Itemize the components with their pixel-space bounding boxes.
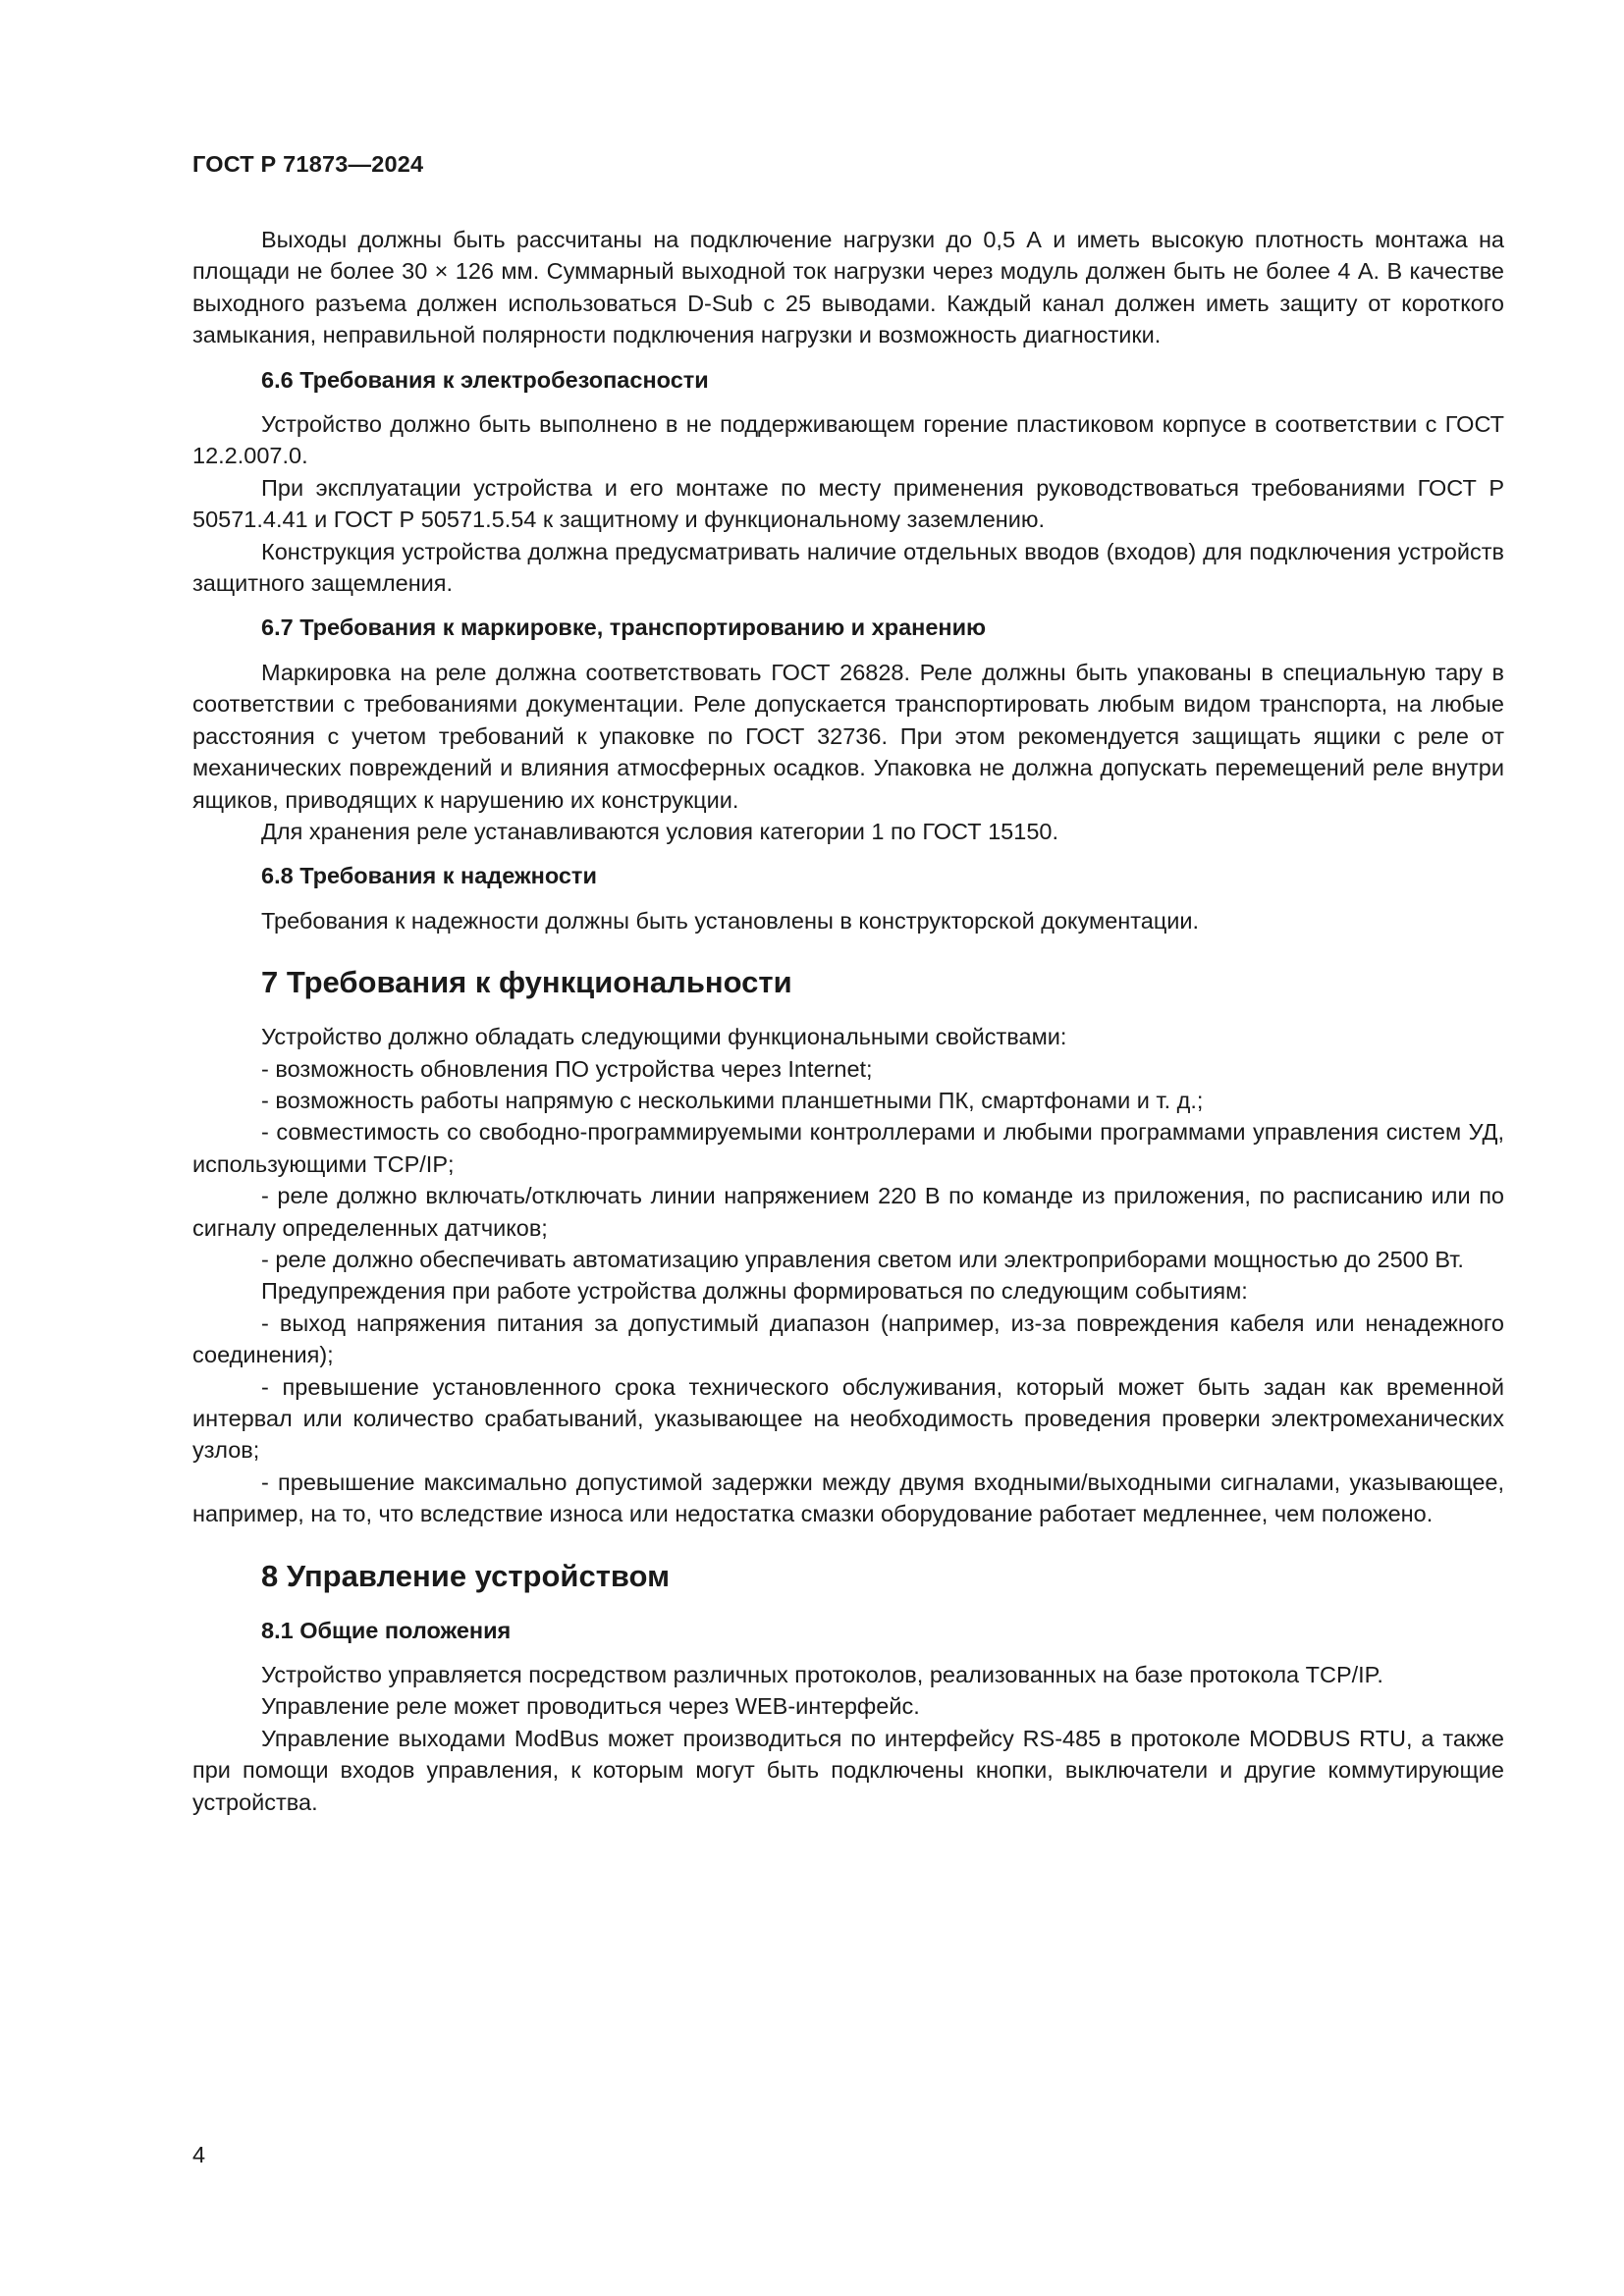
section-heading-7: 7 Требования к функциональности	[261, 965, 792, 1000]
document-code: ГОСТ Р 71873—2024	[192, 151, 424, 177]
paragraph-6-6-housing: Устройство должно быть выполнено в не поддерживающем горение пластиковом корпусе в соответствии с ГОСТ 12.2.007.0.	[192, 411, 1504, 469]
subsection-heading-6-6: 6.6 Требования к электробезопасности	[261, 366, 709, 393]
paragraph-8-1-protocols: Устройство управляется посредством различных протоколов, реализованных на базе протокола TCP/IP.	[261, 1662, 1383, 1688]
subsection-heading-8-1: 8.1 Общие положения	[261, 1617, 512, 1643]
list-item: - реле должно включать/отключать линии напряжением 220 В по команде из приложения, по расписанию или по сигналу определенных датчиков;	[192, 1183, 1504, 1241]
page-number: 4	[192, 2142, 206, 2167]
list-item: - выход напряжения питания за допустимый диапазон (например, из-за повреждения кабеля или ненадежного соединения);	[192, 1309, 1504, 1368]
subsection-heading-6-7: 6.7 Требования к маркировке, транспортированию и хранению	[261, 614, 987, 641]
subsection-heading-6-8: 6.8 Требования к надежности	[261, 863, 597, 889]
paragraph-6-8-reliability: Требования к надежности должны быть установлены в конструкторской документации.	[261, 907, 1200, 934]
paragraph-6-7-storage: Для хранения реле устанавливаются условия категории 1 по ГОСТ 15150.	[261, 818, 1058, 844]
document-body	[192, 224, 1504, 1818]
paragraph-7-warnings: Предупреждения при работе устройства должны формироваться по следующим событиям:	[261, 1278, 1248, 1305]
paragraph-outputs: Выходы должны быть рассчитаны на подключение нагрузки до 0,5 А и иметь высокую плотность монтажа на площади не более 30 × 126 мм. Суммарный выходной ток нагрузки через модуль должен быть не более 4 А. В качестве выходного разъема должен использоваться D-Sub с 25 выводами. Каждый канал должен иметь защиту от короткого замыкания, неправильной полярности подключения нагрузки и возможность диагностики.	[192, 227, 1504, 348]
list-item: - превышение максимально допустимой задержки между двумя входными/выходными сигналами, указывающее, например, на то, что вследствие износа или недостатка смазки оборудование работает медленнее, чем положено.	[192, 1468, 1504, 1527]
list-item: - реле должно обеспечивать автоматизацию управления светом или электроприборами мощностью до 2500 Вт.	[261, 1246, 1464, 1272]
section-heading-8: 8 Управление устройством	[261, 1558, 671, 1593]
paragraph-6-6-grounding: При эксплуатации устройства и его монтаже по месту применения руководствоваться требованиями ГОСТ Р 50571.4.41 и ГОСТ Р 50571.5.54 к защитному и функциональному заземлению.	[192, 474, 1504, 533]
paragraph-8-1-modbus: Управление выходами ModBus может производиться по интерфейсу RS-485 в протоколе MODBUS RTU, а также при помощи входов управления, к которым могут быть подключены кнопки, выключатели и другие коммутирующие устройства.	[192, 1725, 1504, 1815]
paragraph-6-6-inputs: Конструкция устройства должна предусматривать наличие отдельных вводов (входов) для подключения устройств защитного защемления.	[192, 538, 1504, 597]
list-item: - возможность обновления ПО устройства через Internet;	[261, 1055, 873, 1082]
list-item: - возможность работы напрямую с несколькими планшетными ПК, смартфонами и т. д.;	[261, 1087, 1204, 1113]
list-item: - совместимость со свободно-программируемыми контроллерами и любыми программами управления систем УД, использующими TCP/IP;	[192, 1119, 1504, 1177]
paragraph-8-1-web: Управление реле может проводиться через WEB-интерфейс.	[261, 1693, 920, 1720]
paragraph-6-7-marking: Маркировка на реле должна соответствовать ГОСТ 26828. Реле должны быть упакованы в специальную тару в соответствии с требованиями документации. Реле допускается транспортировать любым видом транспорта, на любые расстояния с учетом требований к упаковке по ГОСТ 32736. При этом рекомендуется защищать ящики с реле от механических повреждений и влияния атмосферных осадков. Упаковка не должна допускать перемещений реле внутри ящиков, приводящих к нарушению их конструкции.	[192, 659, 1504, 813]
list-item: - превышение установленного срока технического обслуживания, который может быть задан как временной интервал или количество срабатываний, указывающее на необходимость проведения проверки электромеханических узлов;	[192, 1373, 1504, 1464]
paragraph-7-intro: Устройство должно обладать следующими функциональными свойствами:	[261, 1024, 1067, 1050]
